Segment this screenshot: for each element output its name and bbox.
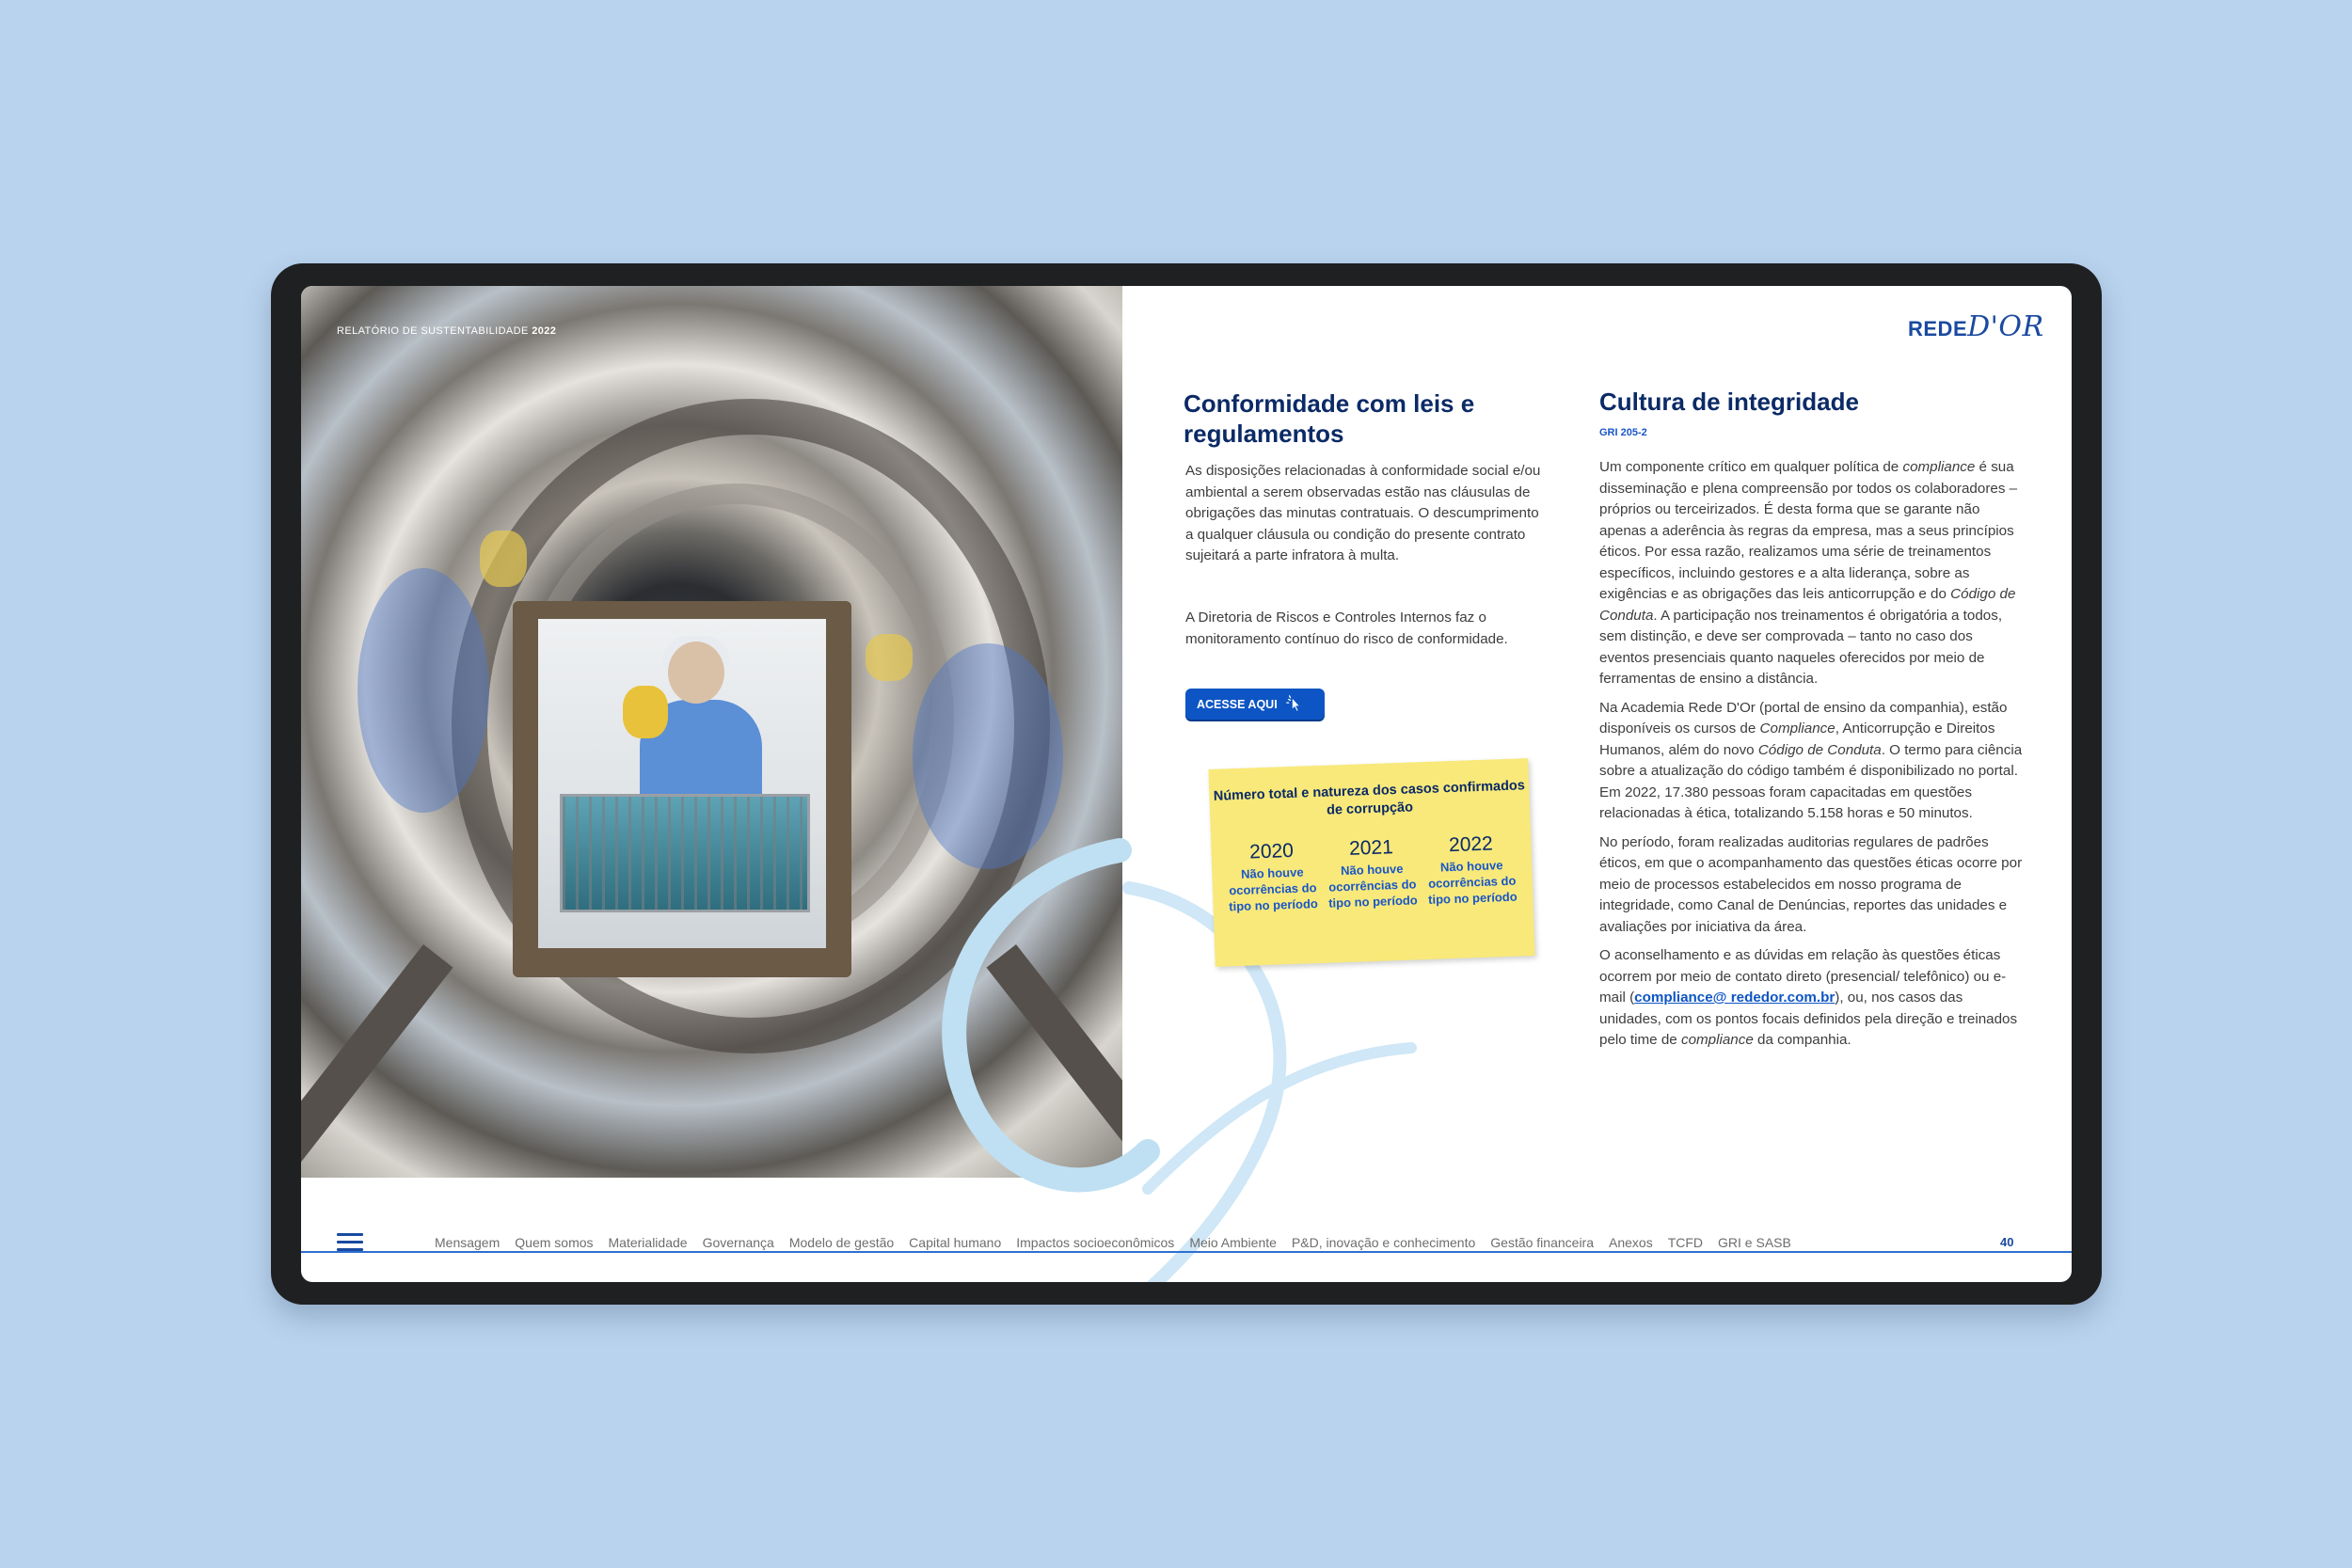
note-entry-2021 (1324, 835, 1421, 911)
compliance-paragraph-1: As disposições relacionadas à conformidade social e/ou ambiental a serem observadas estão nas cláusulas de obrigações das minutas contratuais. O descumprimento a qualquer cláusula ou condição do presente contrato sujeitará a parte infratora à multa. (1185, 463, 1541, 563)
note-text: Não houve ocorrências do tipo no período (1427, 858, 1518, 907)
integrity-text (1599, 457, 2023, 1059)
note-year: 2020 (1248, 839, 1295, 863)
chapter-navigation (435, 1235, 1791, 1250)
integrity-paragraph-3: No período, foram realizadas auditorias regulares de padrões éticos, em que o acompanhamento das questões éticas ocorre por meio de processos estabelecidos em nosso programa de integridade, como Canal de Denúncias, reportes das unidades e avaliações por iniciativa da área. (1599, 833, 2023, 935)
nav-item-tcfd[interactable]: TCFD (1667, 1235, 1704, 1250)
access-here-label: ACESSE AQUI (1197, 697, 1278, 711)
note-entry-2022 (1423, 832, 1520, 909)
pointer-cursor-icon (1285, 694, 1306, 715)
compliance-paragraph-2: A Diretoria de Riscos e Controles Internos faz o monitoramento contínuo do risco de conformidade. (1185, 610, 1508, 647)
nav-item-capital-humano[interactable]: Capital humano (909, 1235, 1002, 1250)
nav-item-mensagem[interactable]: Mensagem (435, 1235, 501, 1250)
integrity-paragraph-4: O aconselhamento e as dúvidas em relação às questões éticas ocorrem por meio de contato direto (presencial/ telefônico) ou e-mail (compliance@ rededor.com.br), ou, nos casos das unidades, com os pontos focais definidos pela direção e treinados pelo time de compliance da companhia. (1599, 947, 2018, 1048)
hamburger-menu-icon[interactable] (337, 1233, 363, 1252)
access-here-button[interactable] (1185, 689, 1325, 720)
corruption-cases-note (1208, 758, 1534, 967)
note-entry-2020 (1224, 839, 1321, 915)
nav-item-materialidade[interactable]: Materialidade (608, 1235, 688, 1250)
section-title-compliance: Conformidade com leis e regulamentos (1184, 389, 1475, 448)
note-year: 2022 (1448, 832, 1494, 857)
nav-item-modelo-de-gestao[interactable]: Modelo de gestão (788, 1235, 895, 1250)
note-title: Número total e natureza dos casos confirmados de corrupção (1213, 778, 1526, 818)
footer-divider (301, 1251, 2072, 1253)
footer-nav-bar (301, 1222, 2072, 1259)
nav-item-gestao-financeira[interactable]: Gestão financeira (1490, 1235, 1594, 1250)
nav-item-governanca[interactable]: Governança (702, 1235, 774, 1250)
note-year: 2021 (1348, 836, 1394, 860)
integrity-paragraph-1: Um componente crítico em qualquer política de compliance é sua disseminação e plena compreensão por todos os colaboradores – próprios ou terceirizados. É desta forma que se garante não apenas a aderência às regras da empresa, mas a seus princípios éticos. Por essa razão, realizamos uma série de treinamentos específicos, incluindo gestores e a alta liderança, sobre as exigências e as obrigações das leis anticorrupção e do Código de Conduta. A participação nos treinamentos é obrigatória a todos, sem distinção, e deve ser comprovada – tanto no caso dos eventos presenciais quanto naqueles oferecidos por meio de ferramentas de ensino a distância. (1599, 459, 2018, 687)
nav-item-meio-ambiente[interactable]: Meio Ambiente (1189, 1235, 1277, 1250)
report-label: RELATÓRIO DE SUSTENTABILIDADE 2022 (337, 325, 557, 337)
report-page (301, 286, 2072, 1282)
gri-code: GRI 205-2 (1599, 427, 1647, 438)
hero-photo (301, 286, 1122, 1178)
note-text: Não houve ocorrências do tipo no período (1228, 864, 1319, 914)
nav-item-quem-somos[interactable]: Quem somos (515, 1235, 594, 1250)
rede-dor-logo: REDED'OR (1908, 310, 2044, 343)
note-text: Não houve ocorrências do tipo no período (1327, 861, 1418, 911)
section-title-integrity: Cultura de integridade (1599, 388, 1859, 416)
nav-item-pd-inovacao[interactable]: P&D, inovação e conhecimento (1291, 1235, 1476, 1250)
nav-item-gri-sasb[interactable]: GRI e SASB (1718, 1235, 1791, 1250)
compliance-email-link[interactable]: compliance@ rededor.com.br (1634, 990, 1836, 1006)
nav-item-impactos[interactable]: Impactos socioeconômicos (1016, 1235, 1175, 1250)
nav-item-anexos[interactable]: Anexos (1609, 1235, 1653, 1250)
integrity-paragraph-2: Na Academia Rede D'Or (portal de ensino da companhia), estão disponíveis os cursos de Compliance, Anticorrupção e Direitos Humanos, além do novo Código de Conduta. O termo para ciência sobre a atualização do código também é disponibilizado no portal. Em 2022, 17.380 pessoas foram capacitadas em questões relacionadas à ética, totalizando 5.158 horas e 50 minutos. (1599, 699, 2023, 821)
page-number: 40 (2000, 1235, 2014, 1249)
